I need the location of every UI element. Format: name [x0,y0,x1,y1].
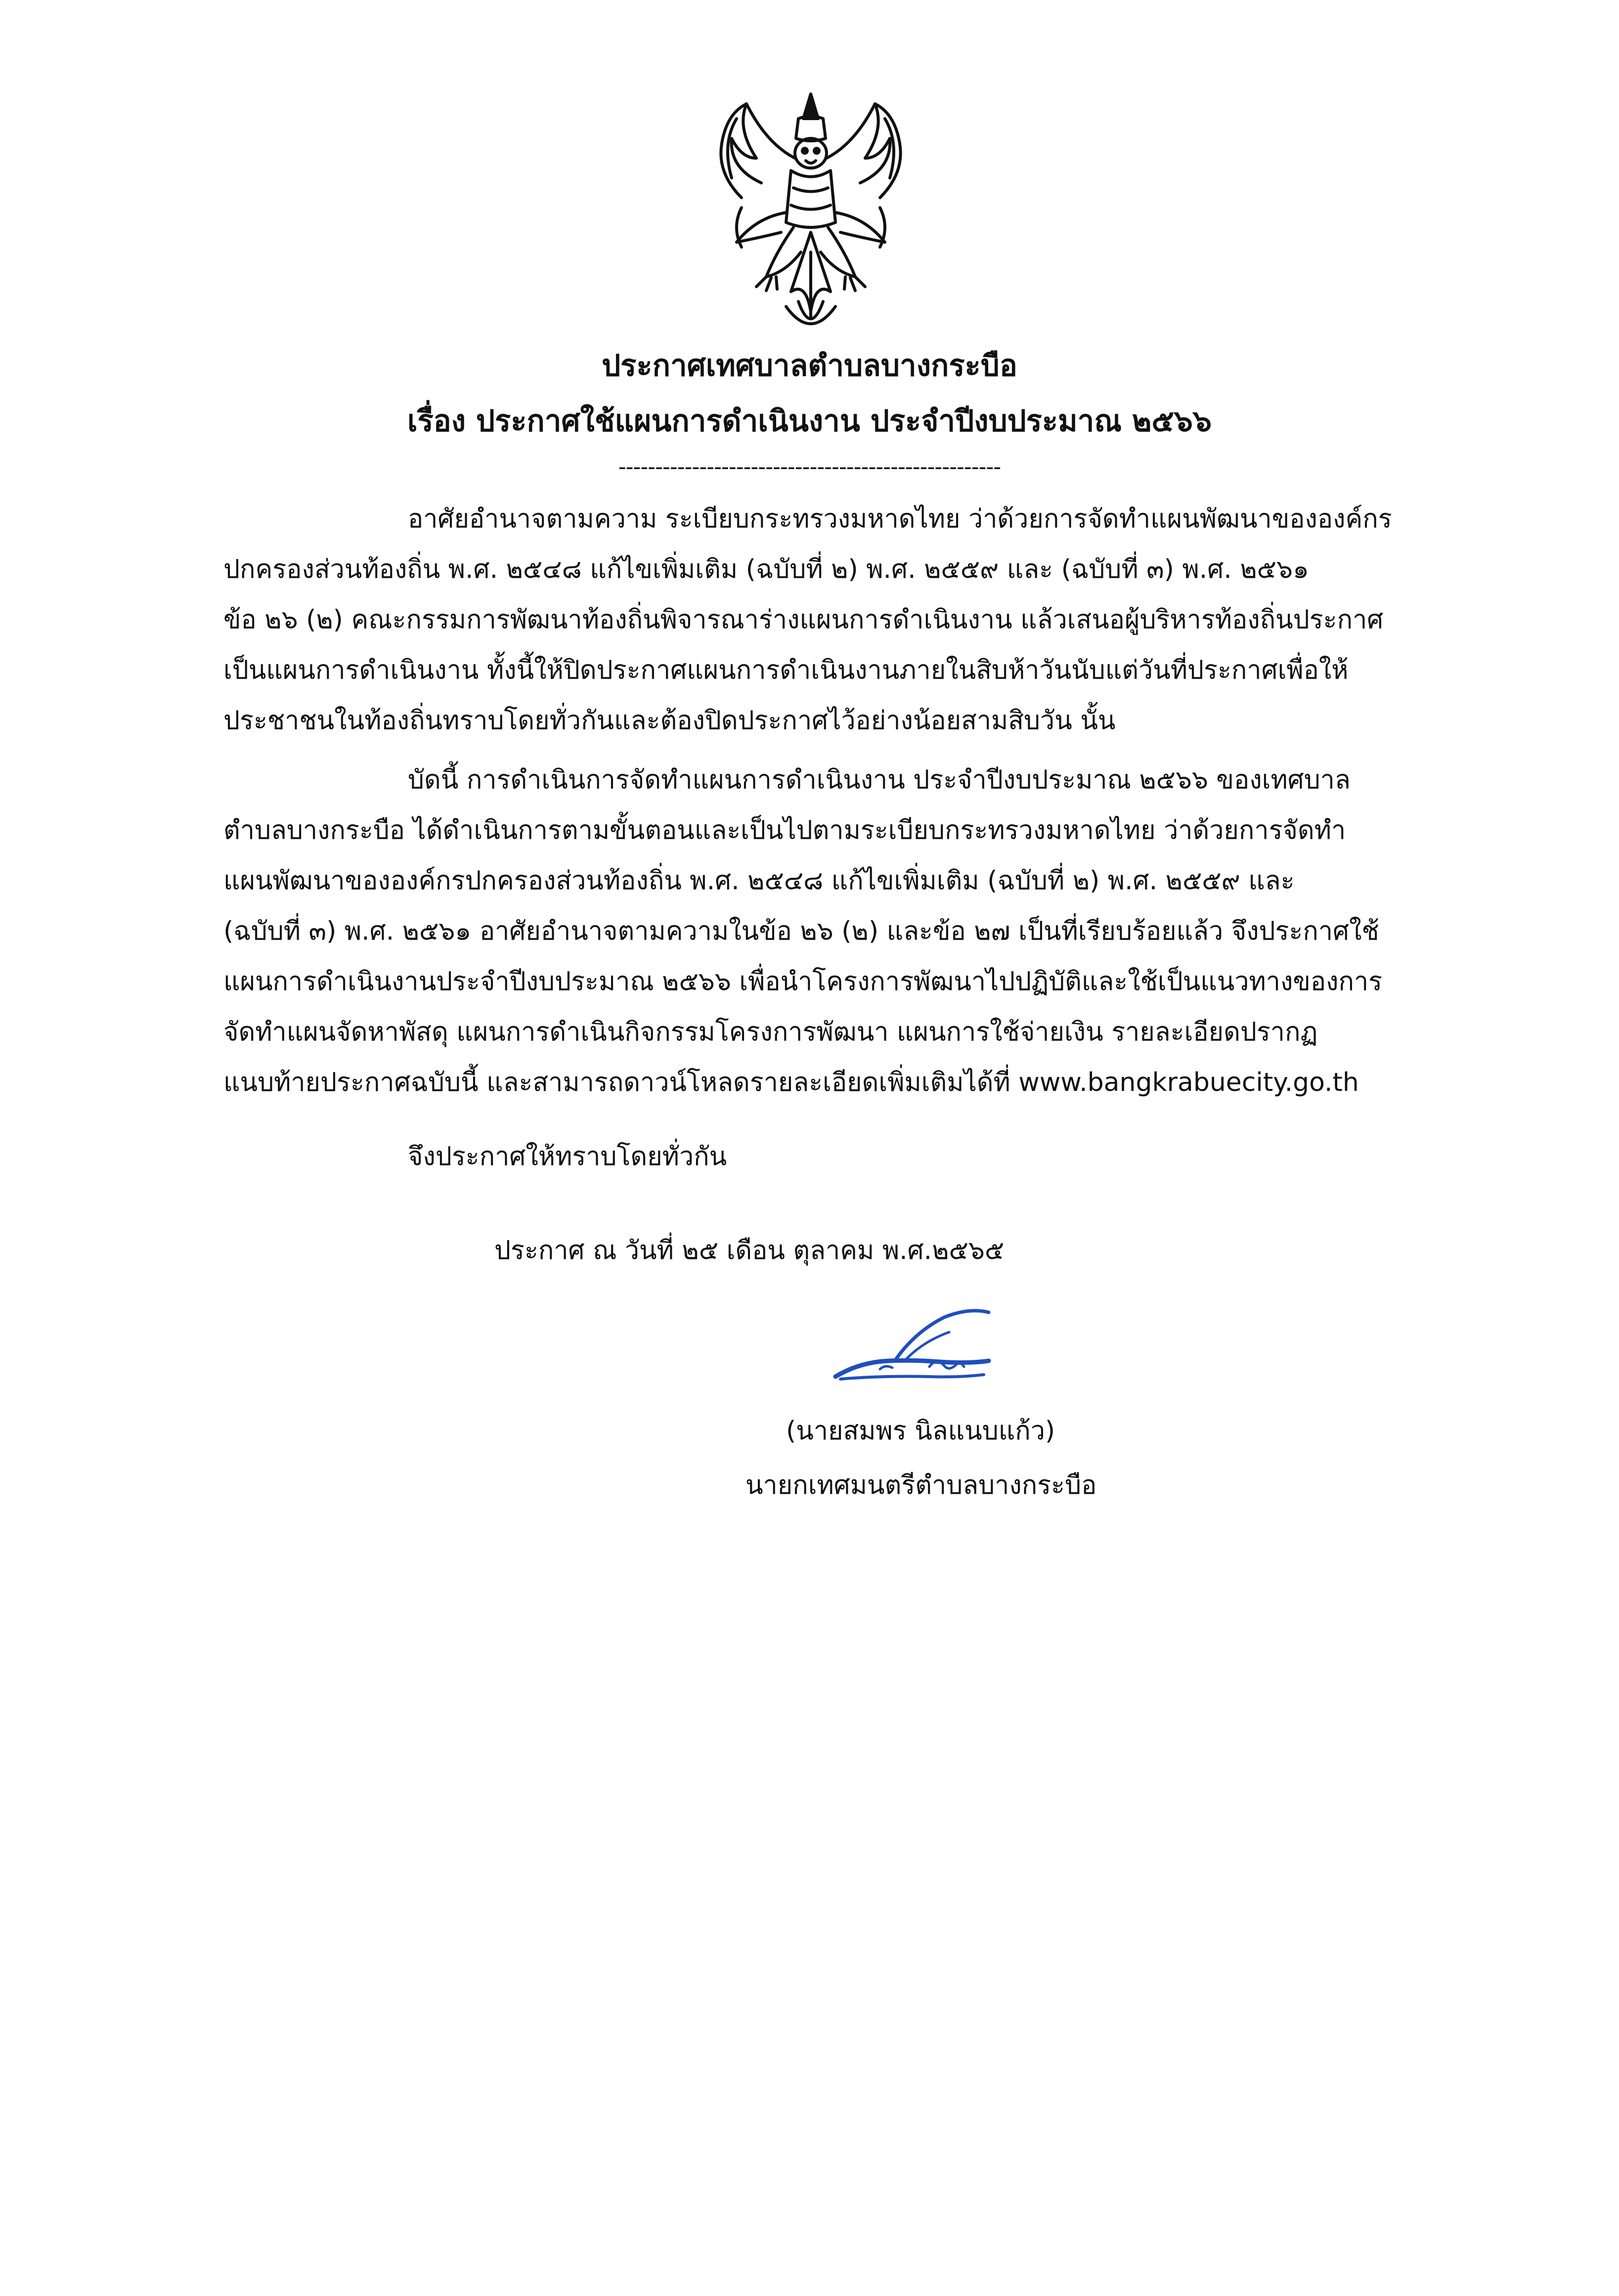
paragraph-2-line: แนบท้ายประกาศฉบับนี้ และสามารถดาวน์โหลดรายละเอียดเพิ่มเติมได้ที่ www.bangkrabuecity.go.th [223,1068,1359,1097]
garuda-emblem-icon [687,84,934,341]
paragraph-1-line: อาศัยอำนาจตามความ ระเบียบกระทรวงมหาดไทย ว่าด้วยการจัดทำแผนพัฒนาขององค์กร [408,504,1392,534]
closing-statement: จึงประกาศให้ทราบโดยทั่วกัน [408,1142,727,1171]
paragraph-2-line: บัดนี้ การดำเนินการจัดทำแผนการดำเนินงาน ประจำปีงบประมาณ ๒๕๖๖ ของเทศบาล [408,765,1351,795]
header-divider: ---------------------------------------------------- [618,455,1001,479]
paragraph-2-line: ตำบลบางกระบือ ได้ดำเนินการตามขั้นตอนและเป็นไปตามระเบียบกระทรวงมหาดไทย ว่าด้วยการจัดทำ [223,816,1346,845]
paragraph-1-line: ประชาชนในท้องถิ่นทราบโดยทั่วกันและต้องปิดประกาศไว้อย่างน้อยสามสิบวัน นั้น [223,706,1116,736]
announcement-title: ประกาศเทศบาลตำบลบางกระบือ [602,348,1017,383]
announcement-subject: เรื่อง ประกาศใช้แผนการดำเนินงาน ประจำปีงบประมาณ ๒๕๖๖ [407,404,1212,438]
signature-icon [831,1302,999,1391]
paragraph-2-line: แผนพัฒนาขององค์กรปกครองส่วนท้องถิ่น พ.ศ. ๒๕๔๘ แก้ไขเพิ่มเติม (ฉบับที่ ๒) พ.ศ. ๒๕๕๙ และ [223,866,1295,896]
paragraph-2-line: (ฉบับที่ ๓) พ.ศ. ๒๕๖๑ อาศัยอำนาจตามความในข้อ ๒๖ (๒) และข้อ ๒๗ เป็นที่เรียบร้อยแล้ว จึงประกาศใช้ [223,916,1379,946]
paragraph-1-line: เป็นแผนการดำเนินงาน ทั้งนี้ให้ปิดประกาศแผนการดำเนินงานภายในสิบห้าวันนับแต่วันที่ประกาศเพื่อให้ [223,655,1349,685]
announcement-date: ประกาศ ณ วันที่ ๒๕ เดือน ตุลาคม พ.ศ.๒๕๖๕ [494,1236,1005,1265]
signer-title: นายกเทศมนตรีตำบลบางกระบือ [745,1471,1097,1500]
paragraph-1-line: ปกครองส่วนท้องถิ่น พ.ศ. ๒๕๔๘ แก้ไขเพิ่มเติม (ฉบับที่ ๒) พ.ศ. ๒๕๕๙ และ (ฉบับที่ ๓) พ.ศ. ๒๕๖๑ [223,555,1310,584]
paragraph-1-line: ข้อ ๒๖ (๒) คณะกรรมการพัฒนาท้องถิ่นพิจารณาร่างแผนการดำเนินงาน แล้วเสนอผู้บริหารท้องถิ่นประกาศ [223,605,1384,635]
paragraph-2-line: จัดทำแผนจัดหาพัสดุ แผนการดำเนินกิจกรรมโครงการพัฒนา แผนการใช้จ่ายเงิน รายละเอียดปรากฏ [223,1017,1318,1047]
paragraph-2-line: แผนการดำเนินงานประจำปีงบประมาณ ๒๕๖๖ เพื่อนำโครงการพัฒนาไปปฏิบัติและใช้เป็นแนวทางของการ [223,967,1383,996]
signer-name: (นายสมพร นิลแนบแก้ว) [786,1416,1055,1446]
